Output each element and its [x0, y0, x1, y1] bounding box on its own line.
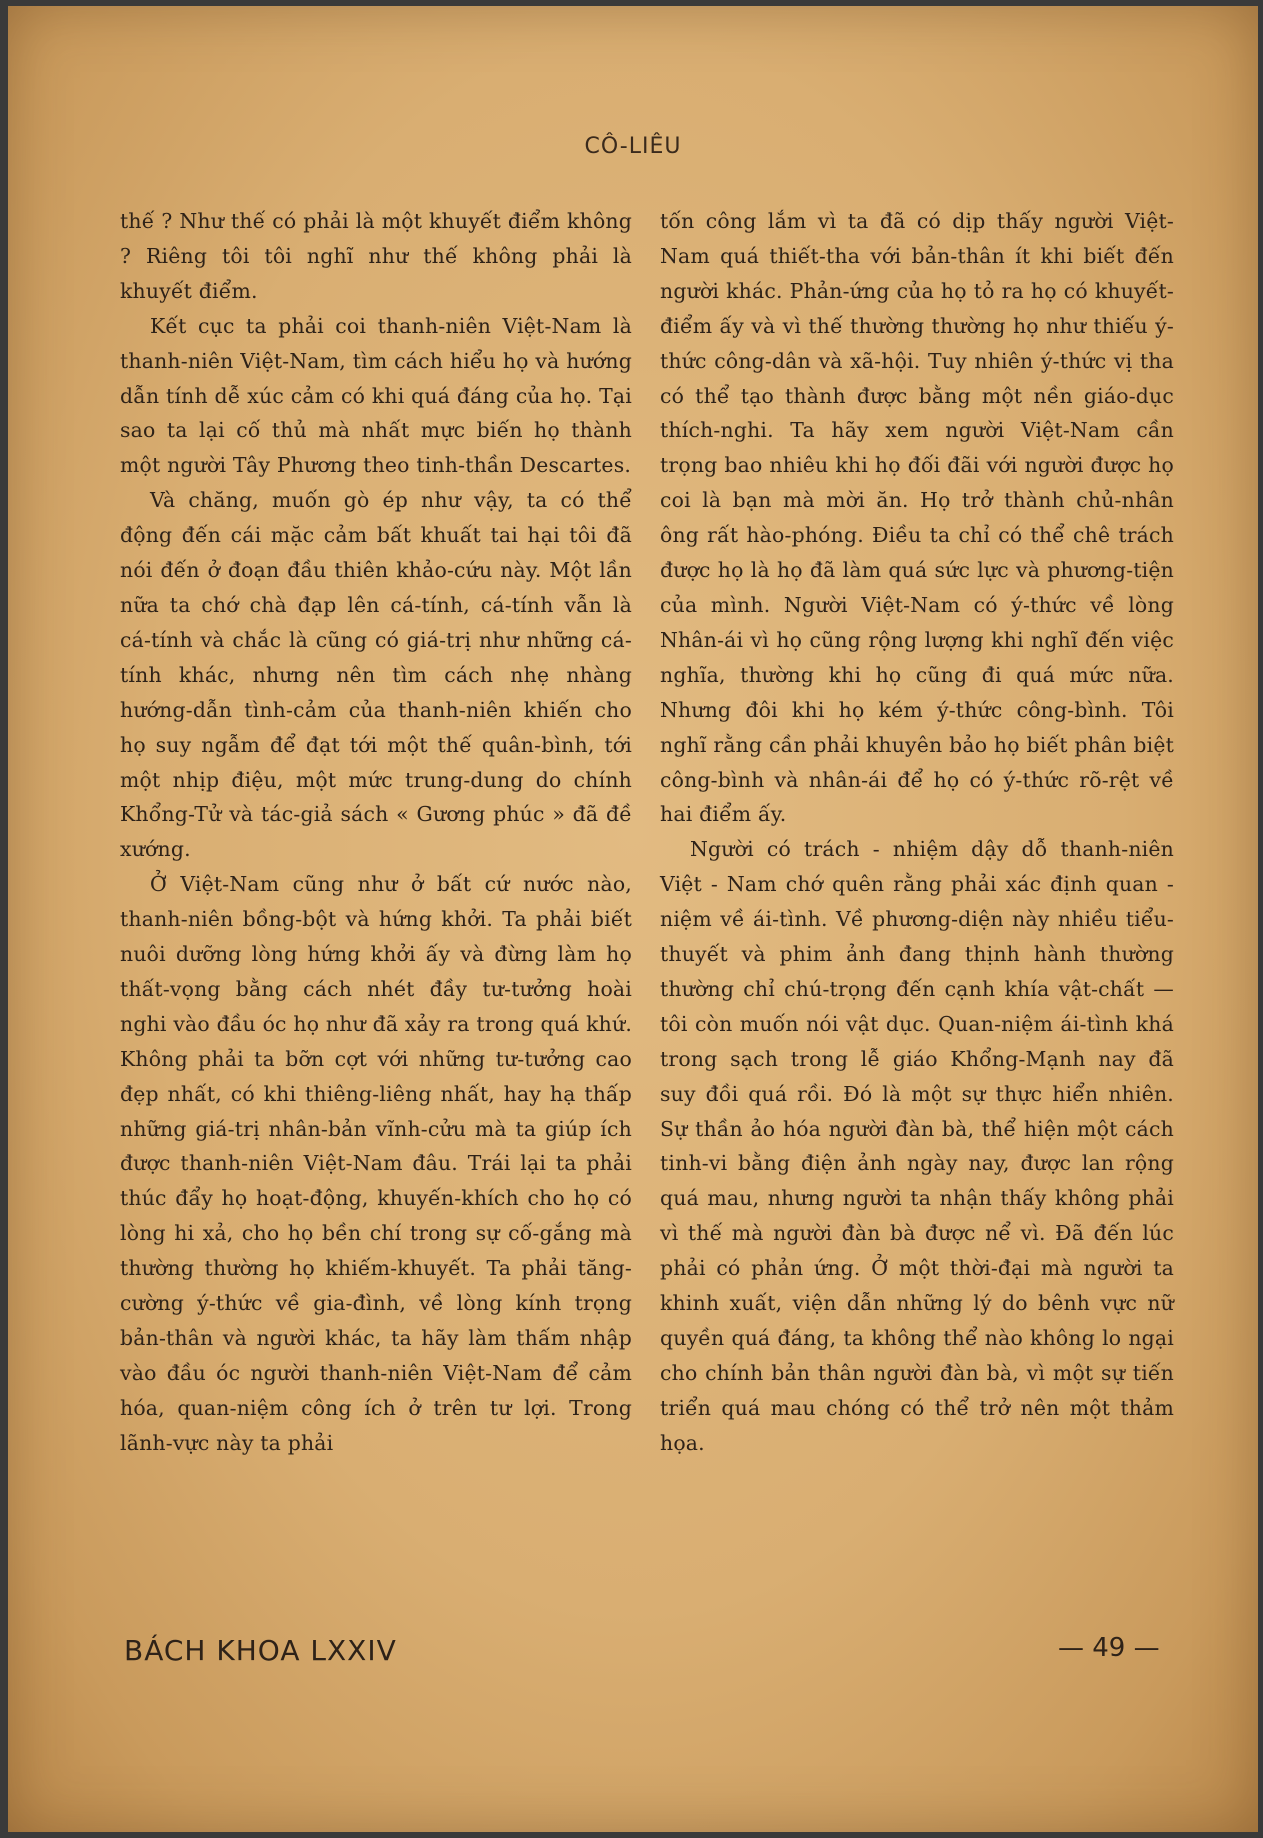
journal-name: BÁCH KHOA LXXIV [124, 1634, 397, 1667]
left-column [120, 204, 632, 1461]
document-page [8, 6, 1258, 1832]
page-header: CÔ-LIÊU [584, 134, 682, 159]
right-column [660, 204, 1174, 1461]
paragraph: Ở Việt-Nam cũng như ở bất cứ nước nào, thanh-niên bồng-bột và hứng khởi. Ta phải biết nuôi dưỡng lòng hứng khởi ấy và đừng làm họ thất-vọng bằng cách nhét đầy tư-tưởng hoài nghi vào đầu óc họ như đã xảy ra trong quá khứ. Không phải ta bỡn cợt với những tư-tưởng cao đẹp nhất, có khi thiêng-liêng nhất, hay hạ thấp những giá-trị nhân-bản vĩnh-cửu mà ta giúp ích được thanh-niên Việt-Nam đâu. Trái lại ta phải thúc đẩy họ hoạt-động, khuyến-khích cho họ có lòng hi xả, cho họ bền chí trong sự cố-gắng mà thường thường họ khiếm-khuyết. Ta phải tăng-cường ý-thức về gia-đình, về lòng kính trọng bản-thân và người khác, ta hãy làm thấm nhập vào đầu óc người thanh-niên Việt-Nam để cảm hóa, quan-niệm công ích ở trên tư lợi. Trong lãnh-vực này ta phải [120, 872, 632, 1455]
page-number: — 49 — [1058, 1633, 1160, 1663]
paragraph: Kết cục ta phải coi thanh-niên Việt-Nam là thanh-niên Việt-Nam, tìm cách hiểu họ và hướng dẫn tính dễ xúc cảm có khi quá đáng của họ. Tại sao ta lại cố thủ mà nhất mực biến họ thành một người Tây Phương theo tinh-thần Descartes. [120, 313, 632, 478]
paragraph: Và chăng, muốn gò ép như vậy, ta có thể động đến cái mặc cảm bất khuất tai hại tôi đã nói đến ở đoạn đầu thiên khảo-cứu này. Một lần nữa ta chớ chà đạp lên cá-tính, cá-tính vẫn là cá-tính và chắc là cũng có giá-trị như những cá-tính khác, nhưng nên tìm cách nhẹ nhàng hướng-dẫn tình-cảm của thanh-niên khiến cho họ suy ngẫm để đạt tới một thế quân-bình, tới một nhịp điệu, một mức trung-dung do chính Khổng-Tử và tác-giả sách « Gương phúc » đã đề xướng. [120, 488, 632, 862]
paragraph: tốn công lắm vì ta đã có dịp thấy người Việt-Nam quá thiết-tha với bản-thân ít khi biết đến người khác. Phản-ứng của họ tỏ ra họ có khuyết-điểm ấy và vì thế thường thường họ như thiếu ý-thức công-dân và xã-hội. Tuy nhiên ý-thức vị tha có thể tạo thành được bằng một nền giáo-dục thích-nghi. Ta hãy xem người Việt-Nam cần trọng bao nhiêu khi họ đối đãi với người được họ coi là bạn mà mời ăn. Họ trở thành chủ-nhân ông rất hào-phóng. Điều ta chỉ có thể chê trách được họ là họ đã làm quá sức lực và phương-tiện của mình. Người Việt-Nam có ý-thức về lòng Nhân-ái vì họ cũng rộng lượng khi nghĩ đến việc nghĩa, thường khi họ cũng đi quá mức nữa. Nhưng đôi khi họ kém ý-thức công-bình. Tôi nghĩ rằng cần phải khuyên bảo họ biết phân biệt công-bình và nhân-ái để họ có ý-thức rõ-rệt về hai điểm ấy. [660, 209, 1174, 827]
paragraph: thế ? Như thế có phải là một khuyết điểm không ? Riêng tôi tôi nghĩ như thế không phải là khuyết điểm. [120, 209, 632, 303]
paragraph: Người có trách - nhiệm dậy dỗ thanh-niên Việt - Nam chớ quên rằng phải xác định quan - niệm về ái-tình. Về phương-diện này nhiều tiểu-thuyết và phim ảnh đang thịnh hành thường thường chỉ chú-trọng đến cạnh khía vật-chất — tôi còn muốn nói vật dục. Quan-niệm ái-tình khá trong sạch trong lễ giáo Khổng-Mạnh nay đã suy đồi quá rồi. Đó là một sự thực hiển nhiên. Sự thần ảo hóa người đàn bà, thể hiện một cách tinh-vi bằng điện ảnh ngày nay, được lan rộng quá mau, nhưng người ta nhận thấy không phải vì thế mà người đàn bà được nể vì. Đã đến lúc phải có phản ứng. Ở một thời-đại mà người ta khinh xuất, viện dẫn những lý do bênh vực nữ quyền quá đáng, ta không thể nào không lo ngại cho chính bản thân người đàn bà, vì một sự tiến triển quá mau chóng có thể trở nên một thảm họa. [660, 837, 1174, 1455]
